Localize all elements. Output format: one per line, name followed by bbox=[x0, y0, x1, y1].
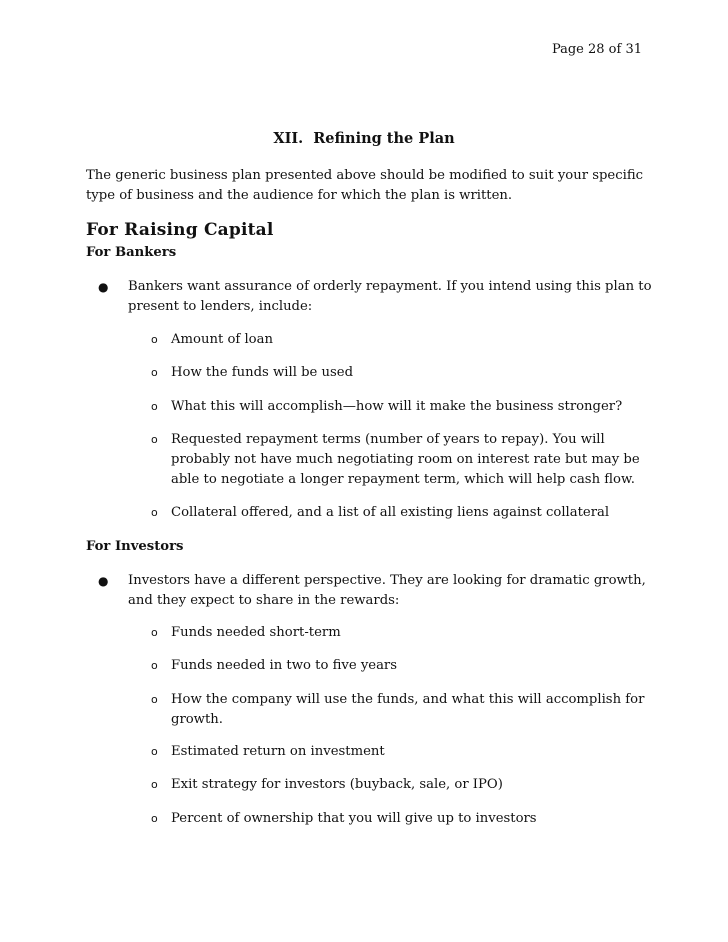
section-title-text: Refining the Plan bbox=[313, 130, 455, 147]
sub-bullet-icon: o bbox=[151, 745, 158, 758]
heading-for-bankers: For Bankers bbox=[86, 245, 177, 260]
investors-item-text: How the company will use the funds, and what this will accomplish for growth. bbox=[171, 692, 645, 727]
investors-item-text: Percent of ownership that you will give up to investors bbox=[171, 811, 537, 826]
investors-item-text: Funds needed in two to five years bbox=[171, 658, 398, 673]
sub-bullet-icon: o bbox=[151, 812, 158, 825]
sub-bullet-icon: o bbox=[151, 333, 158, 346]
investors-item-text: Estimated return on investment bbox=[171, 744, 385, 759]
section-title bbox=[0, 130, 728, 148]
bullet-icon: ● bbox=[98, 574, 109, 588]
page-number: Page 28 of 31 bbox=[551, 42, 642, 57]
sub-bullet-icon: o bbox=[151, 778, 158, 791]
heading-for-investors: For Investors bbox=[86, 539, 184, 554]
bankers-item-text: Requested repayment terms (number of years to repay). You will probably not have much negotiating room on interest rate but may be able to negotiate a longer repayment term, which will help cash flow. bbox=[171, 432, 640, 487]
sub-bullet-icon: o bbox=[151, 626, 158, 639]
sub-bullet-icon: o bbox=[151, 433, 158, 446]
sub-bullet-icon: o bbox=[151, 400, 158, 413]
bankers-item-text: How the funds will be used bbox=[171, 365, 354, 380]
sub-bullet-icon: o bbox=[151, 693, 158, 706]
bankers-item-text: What this will accomplish—how will it make the business stronger? bbox=[171, 399, 623, 414]
investors-item-text: Funds needed short-term bbox=[171, 625, 341, 640]
bullet-icon: ● bbox=[98, 280, 109, 294]
sub-bullet-icon: o bbox=[151, 366, 158, 379]
sub-bullet-icon: o bbox=[151, 506, 158, 519]
heading-raising-capital: For Raising Capital bbox=[86, 220, 274, 240]
bankers-item-text: Collateral offered, and a list of all existing liens against collateral bbox=[171, 505, 610, 520]
investors-bullet-text: Investors have a different perspective. They are looking for dramatic growth, and they expect to share in the rewards: bbox=[128, 573, 646, 608]
bankers-bullet-text: Bankers want assurance of orderly repayment. If you intend using this plan to present to lenders, include: bbox=[128, 279, 652, 314]
intro-paragraph: The generic business plan presented above should be modified to suit your specific type of business and the audience for which the plan is written. bbox=[86, 168, 644, 203]
investors-item-text: Exit strategy for investors (buyback, sale, or IPO) bbox=[171, 777, 503, 792]
sub-bullet-icon: o bbox=[151, 659, 158, 672]
bankers-item-text: Amount of loan bbox=[171, 332, 273, 347]
section-number: XII. bbox=[273, 130, 304, 147]
